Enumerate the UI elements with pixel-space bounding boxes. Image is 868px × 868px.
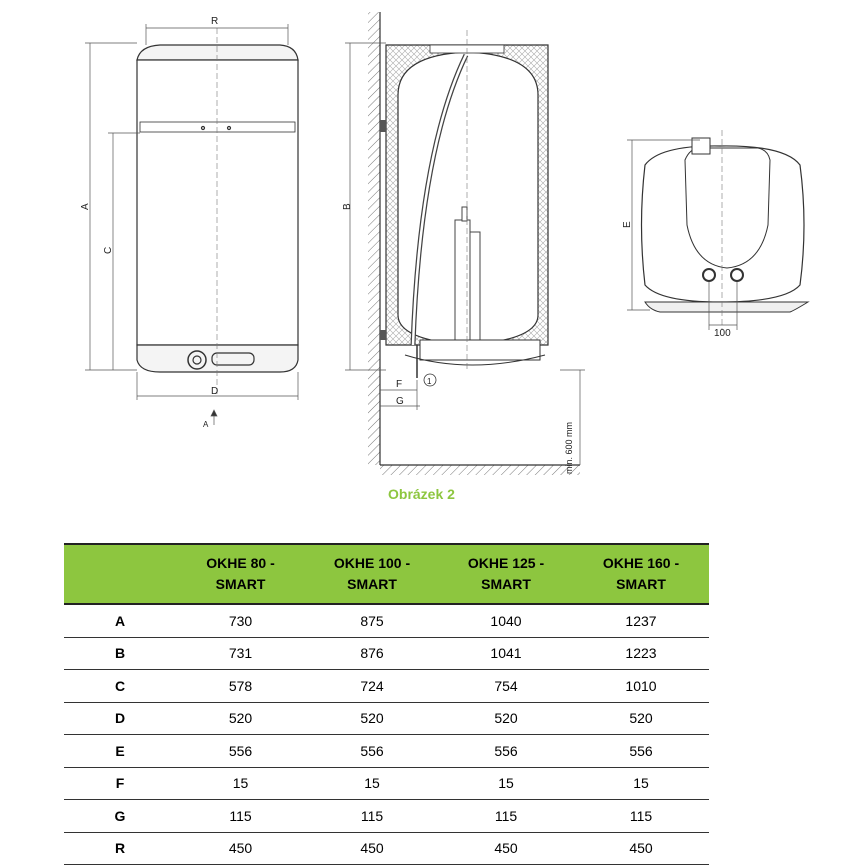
front-view: [137, 28, 298, 395]
table-row: [64, 767, 709, 800]
table-cell: 1041: [439, 637, 573, 670]
header-okhe-100: OKHE 100 - SMART: [305, 544, 439, 604]
wall-bracket-bottom: [380, 330, 386, 340]
table-cell: 1223: [573, 637, 709, 670]
table-cell: 115: [305, 800, 439, 833]
table-cell: 450: [305, 832, 439, 865]
dim-label-b: B: [342, 203, 353, 210]
header-blank: [64, 544, 176, 604]
bottom-flange: [420, 340, 540, 360]
dim-label-view-a: A: [203, 420, 209, 429]
front-bottom-cap: [137, 345, 298, 372]
table-cell: 578: [176, 670, 305, 703]
table-cell: 520: [305, 702, 439, 735]
table-cell: 1010: [573, 670, 709, 703]
table-cell: 450: [573, 832, 709, 865]
table-row: [64, 832, 709, 865]
wall-bracket-top: [380, 120, 386, 132]
item-1-label: 1: [427, 377, 432, 386]
table-cell: 520: [176, 702, 305, 735]
table-cell: 520: [439, 702, 573, 735]
dim-label-e: E: [622, 221, 633, 228]
table-row: [64, 604, 709, 637]
header-okhe-125: OKHE 125 - SMART: [439, 544, 573, 604]
table-cell: 556: [573, 735, 709, 768]
dim-label-f: F: [396, 379, 403, 390]
table-cell: 731: [176, 637, 305, 670]
table-cell: 724: [305, 670, 439, 703]
table-cell: 450: [439, 832, 573, 865]
table-cell: 520: [573, 702, 709, 735]
floor-hatch: [380, 465, 580, 475]
table-row: [64, 702, 709, 735]
table-cell: 115: [573, 800, 709, 833]
table-cell: 556: [176, 735, 305, 768]
table-cell: 556: [305, 735, 439, 768]
table-row: [64, 637, 709, 670]
table-row: [64, 670, 709, 703]
table-cell: 15: [439, 767, 573, 800]
front-body: [137, 60, 298, 345]
dim-label-100: 100: [714, 328, 731, 339]
wall-hatch: [368, 12, 380, 465]
front-top-cap: [137, 45, 298, 60]
top-view-cover: [685, 148, 770, 268]
figure-caption: Obrázek 2: [388, 486, 455, 502]
header-okhe-80: OKHE 80 - SMART: [176, 544, 305, 604]
row-label: R: [64, 832, 176, 865]
table-cell: 875: [305, 604, 439, 637]
header-okhe-160: OKHE 160 - SMART: [573, 544, 709, 604]
table-cell: 730: [176, 604, 305, 637]
table-cell: 115: [439, 800, 573, 833]
top-view: [642, 130, 809, 330]
dim-label-g: G: [396, 396, 404, 407]
table-cell: 15: [305, 767, 439, 800]
dim-label-a: A: [80, 203, 91, 210]
table-cell: 556: [439, 735, 573, 768]
heating-element: [455, 220, 470, 345]
table-row: [64, 735, 709, 768]
table-cell: 876: [305, 637, 439, 670]
element-cap: [462, 207, 467, 221]
table-cell: 1040: [439, 604, 573, 637]
row-label: A: [64, 604, 176, 637]
row-label: F: [64, 767, 176, 800]
dim-label-c: C: [103, 246, 114, 254]
row-label: D: [64, 702, 176, 735]
table-cell: 15: [176, 767, 305, 800]
table-cell: 1237: [573, 604, 709, 637]
table-cell: 450: [176, 832, 305, 865]
dim-label-d: D: [211, 386, 219, 397]
dimensions-table: [64, 543, 709, 865]
top-view-connector: [692, 138, 710, 154]
row-label: E: [64, 735, 176, 768]
table-cell: 115: [176, 800, 305, 833]
row-label: C: [64, 670, 176, 703]
row-label: G: [64, 800, 176, 833]
top-view-base: [645, 302, 808, 312]
dim-label-min600: min. 600 mm: [564, 421, 574, 474]
table-cell: 754: [439, 670, 573, 703]
thermostat-sheath: [470, 232, 480, 345]
row-label: B: [64, 637, 176, 670]
table-row: [64, 800, 709, 833]
table-cell: 15: [573, 767, 709, 800]
table-header-row: [64, 544, 709, 604]
dim-label-r: R: [211, 16, 219, 27]
